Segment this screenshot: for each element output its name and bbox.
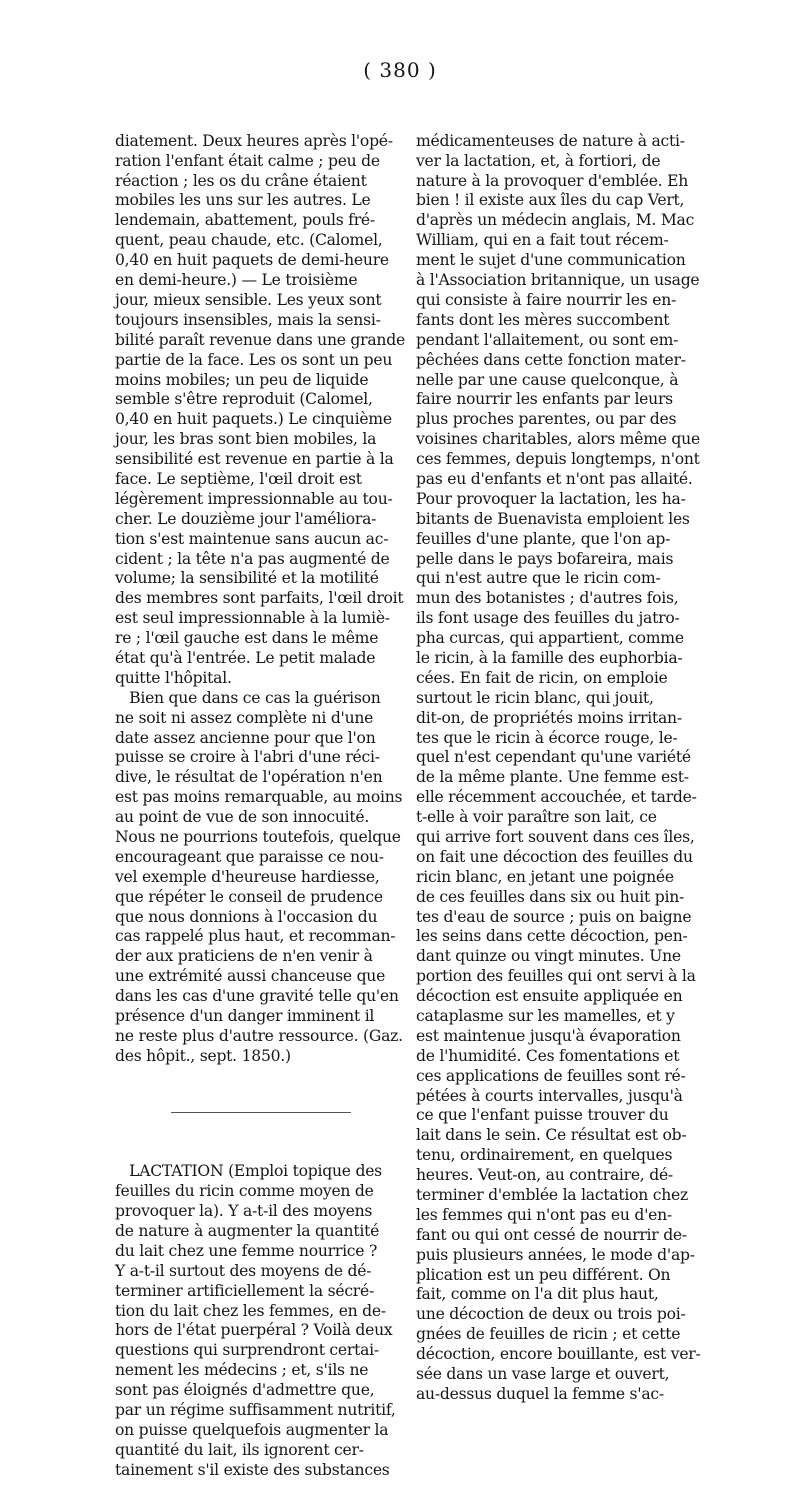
text-line: tes d'eau de source ; puis on baigne bbox=[416, 907, 692, 926]
text-line: plication est un peu différent. On bbox=[416, 1265, 671, 1284]
text-line: provoquer la). Y a-t-il des moyens bbox=[115, 1202, 373, 1221]
text-line: re ; l'œil gauche est dans le même bbox=[115, 629, 379, 648]
text-line: LACTATION (Emploi topique des bbox=[115, 1162, 382, 1181]
lactation-article bbox=[115, 1162, 405, 1480]
text-line: dans les cas d'une gravité telle qu'en bbox=[115, 987, 399, 1006]
text-line: par un régime suffisamment nutritif, bbox=[115, 1400, 396, 1419]
text-line: face. Le septième, l'œil droit est bbox=[115, 469, 362, 488]
text-line: tainement s'il existe des substances bbox=[115, 1460, 390, 1479]
text-line: de ces feuilles dans six ou huit pin- bbox=[416, 887, 685, 906]
text-line: de la même plante. Une femme est- bbox=[416, 768, 689, 787]
text-line: tenu, ordinairement, en quelques bbox=[416, 1146, 673, 1165]
text-line: date assez ancienne pour que l'on bbox=[115, 728, 376, 747]
right-column bbox=[416, 92, 701, 1425]
text-line: ils font usage des feuilles du jatro- bbox=[416, 609, 680, 628]
text-line: surtout le ricin blanc, qui jouit, bbox=[416, 688, 654, 707]
text-line: que répéter le conseil de prudence bbox=[115, 887, 383, 906]
text-line: nelle par une cause quelconque, à bbox=[416, 370, 679, 389]
text-line: le ricin, à la famille des euphorbia- bbox=[416, 648, 683, 667]
text-line: feuilles du ricin comme moyen de bbox=[115, 1182, 374, 1201]
text-line: ces applications de feuilles sont ré- bbox=[416, 1066, 686, 1085]
text-line: en demi-heure.) — Le troisième bbox=[115, 271, 358, 290]
text-line: jour, mieux sensible. Les yeux sont bbox=[115, 290, 382, 309]
text-line: Pour provoquer la lactation, les ha- bbox=[416, 489, 686, 508]
text-line: dive, le résultat de l'opération n'en bbox=[115, 768, 383, 787]
text-line: nement les médecins ; et, s'ils ne bbox=[115, 1361, 369, 1380]
text-line: faire nourrir les enfants par leurs bbox=[416, 390, 673, 409]
text-line: ration l'enfant était calme ; peu de bbox=[115, 151, 380, 170]
text-line: sée dans un vase large et ouvert, bbox=[416, 1365, 670, 1384]
text-line: on fait une décoction des feuilles du bbox=[416, 847, 693, 866]
text-line: que nous donnions à l'occasion du bbox=[115, 907, 378, 926]
text-line: réaction ; les os du crâne étaient bbox=[115, 171, 367, 190]
text-line: cident ; la tête n'a pas augmenté de bbox=[115, 549, 390, 568]
text-line: feuilles d'une plante, que l'on ap- bbox=[416, 529, 671, 548]
text-line: pha curcas, qui appartient, comme bbox=[416, 629, 684, 648]
page-number: ( 380 ) bbox=[363, 58, 437, 82]
text-line: on puisse quelquefois augmenter la bbox=[115, 1420, 389, 1439]
text-line: est seul impressionnable à la lumiè- bbox=[115, 609, 390, 628]
text-line: puis plusieurs années, le mode d'ap- bbox=[416, 1245, 695, 1264]
text-line: état qu'à l'entrée. Le petit malade bbox=[115, 648, 376, 667]
text-line: mobiles les uns sur les autres. Le bbox=[115, 191, 371, 210]
text-line: décoction, encore bouillante, est ver- bbox=[416, 1345, 701, 1364]
text-line: cas rappelé plus haut, et recomman- bbox=[115, 927, 396, 946]
text-line: der aux praticiens de n'en venir à bbox=[115, 947, 373, 966]
text-line: t-elle à voir paraître son lait, ce bbox=[416, 808, 657, 827]
text-line: semble s'être reproduit (Calomel, bbox=[115, 390, 373, 409]
right-column-text bbox=[416, 131, 701, 1405]
text-line: sensibilité est revenue en partie à la bbox=[115, 450, 394, 469]
text-line: 0,40 en huit paquets.) Le cinquième bbox=[115, 410, 392, 429]
text-line: dant quinze ou vingt minutes. Une bbox=[416, 947, 681, 966]
text-line: voisines charitables, alors même que bbox=[416, 430, 700, 449]
text-line: cées. En fait de ricin, on emploie bbox=[416, 668, 668, 687]
text-line: ricin blanc, en jetant une poignée bbox=[416, 867, 674, 886]
text-line: du lait chez une femme nourrice ? bbox=[115, 1241, 378, 1260]
text-line: jour, les bras sont bien mobiles, la bbox=[115, 430, 377, 449]
text-line: toujours insensibles, mais la sensi- bbox=[115, 310, 381, 329]
text-line: hors de l'état puerpéral ? Voilà deux bbox=[115, 1321, 393, 1340]
text-line: cher. Le douzième jour l'améliora- bbox=[115, 509, 377, 528]
text-line: une décoction de deux ou trois poi- bbox=[416, 1305, 686, 1324]
text-line: bitants de Buenavista emploient les bbox=[416, 509, 690, 528]
text-line: fants dont les mères succombent bbox=[416, 310, 670, 329]
text-line: William, qui en a fait tout récem- bbox=[416, 231, 669, 250]
text-line: pelle dans le pays bofareira, mais bbox=[416, 549, 674, 568]
text-line: médicamenteuses de nature à acti- bbox=[416, 131, 685, 150]
section-divider bbox=[171, 1112, 351, 1113]
left-column bbox=[115, 92, 405, 1500]
left-column-text bbox=[115, 132, 405, 1067]
text-line: pas eu d'enfants et n'ont pas allaité. bbox=[416, 469, 693, 488]
text-line: ces femmes, depuis longtemps, n'ont bbox=[416, 450, 700, 469]
text-line: encourageant que paraisse ce nou- bbox=[115, 847, 384, 866]
text-line: de nature à augmenter la quantité bbox=[115, 1221, 380, 1240]
text-line: qui n'est autre que le ricin com- bbox=[416, 569, 661, 588]
text-line: bilité paraît revenue dans une grande bbox=[115, 330, 405, 349]
text-line: portion des feuilles qui ont servi à la bbox=[416, 967, 696, 986]
text-line: quitte l'hôpital. bbox=[115, 668, 232, 687]
text-line: tes que le ricin à écorce rouge, le- bbox=[416, 728, 678, 747]
text-line: fait, comme on l'a dit plus haut, bbox=[416, 1285, 659, 1304]
text-line: au-dessus duquel la femme s'ac- bbox=[416, 1384, 664, 1403]
text-line: diatement. Deux heures après l'opé- bbox=[115, 131, 393, 150]
text-line: d'après un médecin anglais, M. Mac bbox=[416, 211, 695, 230]
text-line: ne soit ni assez complète ni d'une bbox=[115, 708, 374, 727]
text-line: lendemain, abattement, pouls fré- bbox=[115, 211, 375, 230]
text-line: qui arrive fort souvent dans ces îles, bbox=[416, 827, 695, 846]
text-line: présence d'un danger imminent il bbox=[115, 1007, 375, 1025]
text-line: ment le sujet d'une communication bbox=[416, 251, 686, 270]
text-line: volume; la sensibilité et la motilité bbox=[115, 569, 379, 588]
text-line: cataplasme sur les mamelles, et y bbox=[416, 1007, 675, 1025]
text-line: quent, peau chaude, etc. (Calomel, bbox=[115, 231, 383, 250]
text-line: mun des botanistes ; d'autres fois, bbox=[416, 589, 679, 608]
text-line: est pas moins remarquable, au moins bbox=[115, 788, 403, 807]
text-line: à l'Association britannique, un usage bbox=[416, 271, 700, 290]
text-line: bien ! il existe aux îles du cap Vert, bbox=[416, 191, 685, 210]
text-line: pétées à courts intervalles, jusqu'à bbox=[416, 1086, 683, 1105]
text-line: qui consiste à faire nourrir les en- bbox=[416, 290, 677, 309]
text-line: heures. Veut-on, au contraire, dé- bbox=[416, 1166, 673, 1185]
text-line: ne reste plus d'autre ressource. (Gaz. bbox=[115, 1026, 403, 1045]
text-line: puisse se croire à l'abri d'une réci- bbox=[115, 748, 380, 767]
text-line: partie de la face. Les os sont un peu bbox=[115, 350, 393, 369]
text-line: dit-on, de propriétés moins irritan- bbox=[416, 708, 682, 727]
text-line: Bien que dans ce cas la guérison bbox=[115, 688, 381, 707]
text-line: décoction est ensuite appliquée en bbox=[416, 987, 683, 1006]
text-line: tion du lait chez les femmes, en de- bbox=[115, 1301, 386, 1320]
text-line: vel exemple d'heureuse hardiesse, bbox=[115, 867, 380, 886]
text-line: questions qui surprendront certai- bbox=[115, 1341, 379, 1360]
text-line: lait dans le sein. Ce résultat est ob- bbox=[416, 1126, 687, 1145]
text-line: plus proches parentes, ou par des bbox=[416, 410, 677, 429]
text-line: gnées de feuilles de ricin ; et cette bbox=[416, 1325, 681, 1344]
text-line: de l'humidité. Ces fomentations et bbox=[416, 1046, 680, 1065]
text-line: terminer artificiellement la sécré- bbox=[115, 1281, 375, 1300]
text-line: ver la lactation, et, à fortiori, de bbox=[416, 151, 661, 170]
text-line: terminer d'emblée la lactation chez bbox=[416, 1186, 689, 1205]
text-line: pendant l'allaitement, ou sont em- bbox=[416, 330, 679, 349]
text-line: quel n'est cependant qu'une variété bbox=[416, 748, 691, 767]
text-line: fant ou qui ont cessé de nourrir de- bbox=[416, 1225, 687, 1244]
text-line: nature à la provoquer d'emblée. Eh bbox=[416, 171, 689, 190]
text-line: est maintenue jusqu'à évaporation bbox=[416, 1026, 681, 1045]
text-line: ce que l'enfant puisse trouver du bbox=[416, 1106, 669, 1125]
text-line: sont pas éloignés d'admettre que, bbox=[115, 1381, 375, 1400]
text-line: quantité du lait, ils ignorent cer- bbox=[115, 1440, 364, 1459]
text-line: 0,40 en huit paquets de demi-heure bbox=[115, 251, 389, 270]
text-line: elle récemment accouchée, et tarde- bbox=[416, 788, 697, 807]
text-line: au point de vue de son innocuité. bbox=[115, 808, 370, 827]
text-line: pêchées dans cette fonction mater- bbox=[416, 350, 686, 369]
text-line: Y a-t-il surtout des moyens de dé- bbox=[115, 1261, 372, 1280]
text-line: une extrémité aussi chanceuse que bbox=[115, 967, 386, 986]
text-line: des hôpit., sept. 1850.) bbox=[115, 1046, 291, 1065]
text-line: les femmes qui n'ont pas eu d'en- bbox=[416, 1205, 672, 1224]
text-line: légèrement impressionnable au tou- bbox=[115, 489, 393, 508]
text-line: des membres sont parfaits, l'œil droit bbox=[115, 589, 404, 608]
text-line: Nous ne pourrions toutefois, quelque bbox=[115, 827, 401, 846]
text-line: tion s'est maintenue sans aucun ac- bbox=[115, 529, 389, 548]
text-line: moins mobiles; un peu de liquide bbox=[115, 370, 369, 389]
text-line: les seins dans cette décoction, pen- bbox=[416, 927, 688, 946]
